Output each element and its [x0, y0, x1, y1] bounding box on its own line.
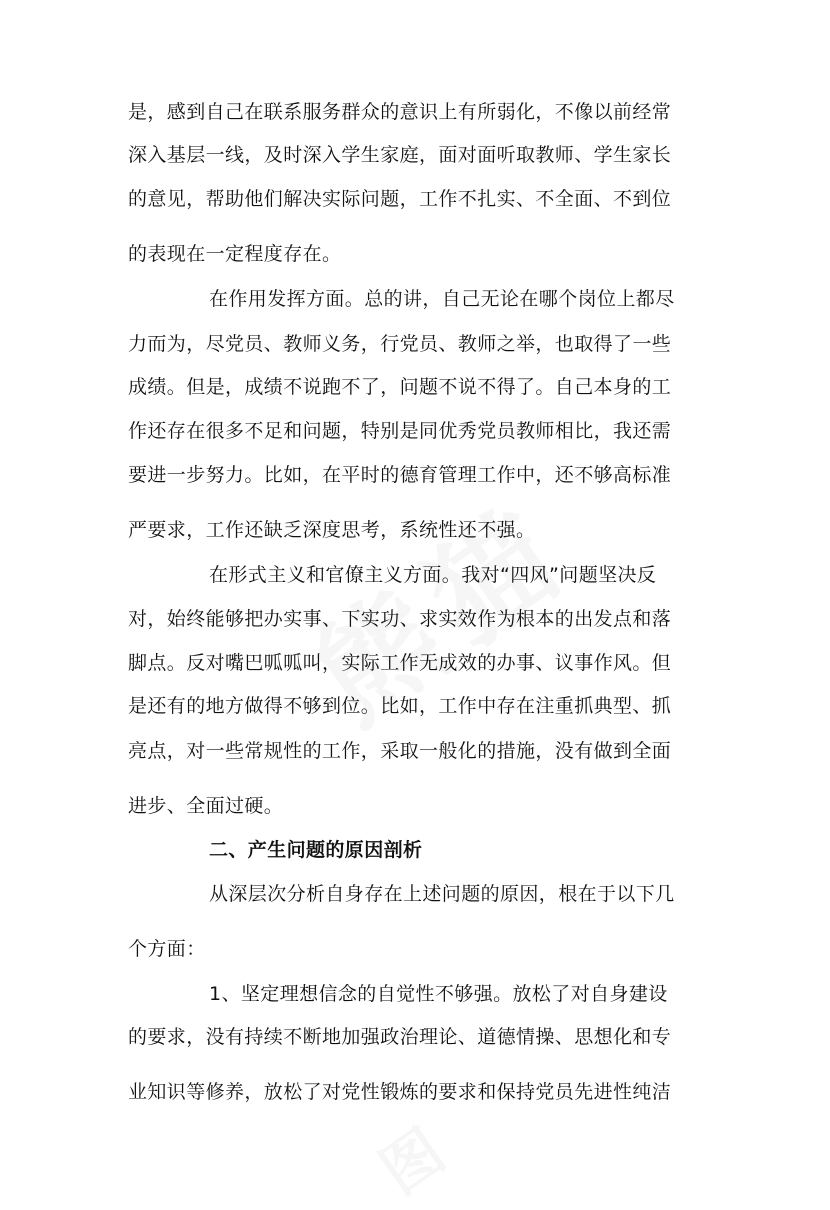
text-line: 脚点。反对嘴巴呱呱叫，实际工作无成效的办事、议事作风。但	[128, 652, 672, 674]
paragraph-start: 在形式主义和官僚主义方面。我对“四风”问题坚决反	[209, 564, 657, 586]
paragraph-start: 在作用发挥方面。总的讲，自己无论在哪个岗位上都尽	[209, 288, 675, 310]
section-heading: 二、产生问题的原因剖析	[209, 839, 423, 861]
text-line: 成绩。但是，成绩不说跑不了，问题不说不得了。自己本身的工	[128, 376, 672, 398]
text-line: 作还存在很多不足和问题，特别是同优秀党员教师相比，我还需	[128, 420, 672, 442]
text-line: 的意见，帮助他们解决实际问题，工作不扎实、不全面、不到位	[128, 188, 672, 210]
text-line: 亮点，对一些常规性的工作，采取一般化的措施，没有做到全面	[128, 740, 672, 762]
text-line: 的要求，没有持续不断地加强政治理论、道德情操、思想化和专	[128, 1026, 672, 1048]
paragraph-start: 1、坚定理想信念的自觉性不够强。放松了对自身建设	[209, 983, 668, 1005]
text-line: 是还有的地方做得不够到位。比如，工作中存在注重抓典型、抓	[128, 695, 672, 717]
text-line: 是，感到自己在联系服务群众的意识上有所弱化，不像以前经常	[128, 101, 672, 123]
text-line: 严要求，工作还缺乏深度思考，系统性还不强。	[128, 519, 536, 541]
text-line: 个方面：	[128, 938, 206, 960]
text-line: 对，始终能够把办实事、下实功、求实效作为根本的出发点和落	[128, 608, 672, 630]
text-line: 深入基层一线，及时深入学生家庭，面对面听取教师、学生家长	[128, 144, 672, 166]
watermark-bottom	[361, 1106, 459, 1210]
text-line: 力而为，尽党员、教师义务，行党员、教师之举，也取得了一些	[128, 333, 672, 355]
text-line: 进步、全面过硬。	[128, 795, 284, 817]
text-line: 要进一步努力。比如，在平时的德育管理工作中，还不够高标准	[128, 464, 672, 486]
text-line: 业知识等修养，放松了对党性锻炼的要求和保持党员先进性纯洁	[128, 1081, 672, 1103]
paragraph-start: 从深层次分析自身存在上述问题的原因，根在于以下几	[209, 883, 675, 905]
text-line: 的表现在一定程度存在。	[128, 243, 342, 265]
